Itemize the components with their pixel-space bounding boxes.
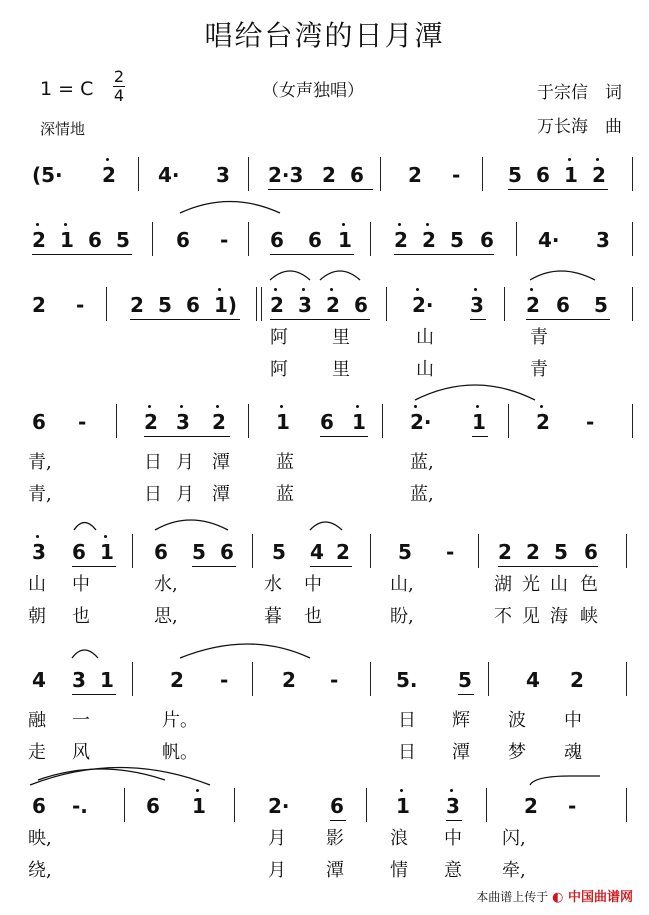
note: 3 <box>298 293 312 317</box>
lyric-syllable: 山 <box>550 574 568 595</box>
note: 1 <box>276 410 290 434</box>
lyric-syllable: 朝 <box>28 606 46 627</box>
note: 2 <box>336 540 350 564</box>
note: 6 <box>32 794 46 818</box>
note: 2 <box>270 293 284 317</box>
slur <box>320 271 360 280</box>
note: 6 <box>584 540 598 564</box>
lyric-syllable: 梦 <box>508 742 526 763</box>
score-row-7 <box>20 786 640 881</box>
note: 2 <box>32 228 46 252</box>
slur <box>30 768 210 786</box>
note: 2 <box>144 410 158 434</box>
lyric-syllable: 日 <box>398 742 416 763</box>
slur <box>270 271 310 280</box>
score-row-4 <box>20 402 640 505</box>
slur <box>155 520 228 530</box>
note: 2 <box>408 163 422 187</box>
time-signature <box>113 68 125 105</box>
note: - <box>568 794 577 818</box>
note: 5 <box>192 540 206 564</box>
slur <box>310 522 342 530</box>
note: 1) <box>214 293 238 317</box>
note: 1 <box>60 228 74 252</box>
note: 5 <box>116 228 130 252</box>
lyric-syllable: 月 <box>268 828 286 849</box>
footer-prefix: 本曲谱上传于 <box>476 890 549 904</box>
score-row-3 <box>20 285 640 380</box>
score-row-1 <box>20 155 640 195</box>
lyric-syllable: 盼, <box>390 606 414 627</box>
lyric-syllable: 青 <box>530 359 548 380</box>
footer-credit <box>476 886 633 905</box>
slur <box>180 644 310 658</box>
lyric-syllable: 蓝, <box>410 484 434 505</box>
note: 2 <box>322 163 336 187</box>
score-row-2 <box>20 220 640 260</box>
lyric-syllable: 峡 <box>580 606 598 627</box>
note: 3 <box>216 163 230 187</box>
lyric-syllable: 潭 <box>326 860 344 881</box>
note: 2 <box>526 293 540 317</box>
note: 2 <box>130 293 144 317</box>
lyric-syllable: 中 <box>444 828 462 849</box>
note: 2·3 <box>268 163 304 187</box>
note: - <box>452 163 461 187</box>
note: 2 <box>570 668 584 692</box>
lyric-syllable: 中 <box>564 710 582 731</box>
lyric-syllable: 帆。 <box>162 742 198 763</box>
note: 2 <box>32 293 46 317</box>
note: 2 <box>212 410 226 434</box>
note: 4 <box>526 668 540 692</box>
score-row-5 <box>20 532 640 627</box>
note: 5 <box>158 293 172 317</box>
lyric-syllable: 光 <box>522 574 540 595</box>
lyric-syllable: 风 <box>72 742 90 763</box>
lyricist-credit: 于宗信 词 <box>537 83 622 103</box>
note: 2 <box>526 540 540 564</box>
lyric-syllable: 潭 <box>212 484 230 505</box>
note: 5 <box>450 228 464 252</box>
lyric-syllable: 海 <box>550 606 568 627</box>
note: 6 <box>176 228 190 252</box>
note: 1 <box>564 163 578 187</box>
lyric-syllable: 浪 <box>390 828 408 849</box>
lyric-syllable: 青, <box>28 452 52 473</box>
lyric-syllable: 阿 <box>270 359 288 380</box>
note: 6 <box>220 540 234 564</box>
note: 2 <box>102 163 116 187</box>
note: 3 <box>596 228 610 252</box>
note: 5 <box>458 668 472 692</box>
note: 4 <box>310 540 324 564</box>
note: 4 <box>32 668 46 692</box>
lyric-syllable: 阿 <box>270 327 288 348</box>
note: 6 <box>186 293 200 317</box>
note: 1 <box>338 228 352 252</box>
lyric-syllable: 波 <box>508 710 526 731</box>
lyric-syllable: 片。 <box>162 710 198 731</box>
lyric-syllable: 魂 <box>564 742 582 763</box>
note: 1 <box>352 410 366 434</box>
lyric-syllable: 见 <box>522 606 540 627</box>
note: 6 <box>154 540 168 564</box>
lyric-syllable: 闪, <box>502 828 526 849</box>
note: 2· <box>268 794 290 818</box>
lyric-syllable: 融 <box>28 710 46 731</box>
lyric-syllable: 暮 <box>264 606 282 627</box>
note: - <box>330 668 339 692</box>
lyric-syllable: 青, <box>28 484 52 505</box>
lyric-syllable: 一 <box>72 710 90 731</box>
lyric-syllable: 情 <box>390 860 408 881</box>
slur <box>415 385 535 400</box>
lyric-syllable: 色 <box>580 574 598 595</box>
lyric-syllable: 思, <box>154 606 178 627</box>
lyric-syllable: 映, <box>28 828 52 849</box>
note: 4· <box>538 228 560 252</box>
note: 2 <box>524 794 538 818</box>
lyric-syllable: 日 <box>144 452 162 473</box>
note: 2 <box>282 668 296 692</box>
note: 2 <box>536 410 550 434</box>
lyric-syllable: 意 <box>444 860 462 881</box>
brand-mark-icon: ◐ <box>552 890 564 905</box>
lyric-syllable: 里 <box>332 327 350 348</box>
note: 1 <box>192 794 206 818</box>
lyric-syllable: 也 <box>304 606 322 627</box>
note: 3 <box>470 293 484 317</box>
page-title: 唱给台湾的日月潭 <box>204 19 445 52</box>
note: 6 <box>354 293 368 317</box>
note: 6 <box>330 794 344 818</box>
note: 2· <box>410 410 432 434</box>
note: - <box>76 293 85 317</box>
key-signature: 1 = C <box>40 78 94 100</box>
note: 5 <box>554 540 568 564</box>
note: 6 <box>320 410 334 434</box>
note: 6 <box>146 794 160 818</box>
slur <box>530 271 595 280</box>
lyric-syllable: 潭 <box>452 742 470 763</box>
note: 6 <box>556 293 570 317</box>
note: 6 <box>308 228 322 252</box>
note: 1 <box>472 410 486 434</box>
note: 6 <box>72 540 86 564</box>
note: -. <box>72 794 88 818</box>
lyric-syllable: 蓝 <box>276 452 294 473</box>
lyric-syllable: 影 <box>326 828 344 849</box>
note: - <box>446 540 455 564</box>
note: 5. <box>396 668 418 692</box>
lyric-syllable: 中 <box>304 574 322 595</box>
slur <box>38 769 165 780</box>
lyric-syllable: 中 <box>72 574 90 595</box>
note: 6 <box>88 228 102 252</box>
note: 5 <box>508 163 522 187</box>
note: - <box>78 410 87 434</box>
note: - <box>220 668 229 692</box>
note: 2 <box>326 293 340 317</box>
lyric-syllable: 水, <box>154 574 178 595</box>
note: 2 <box>422 228 436 252</box>
note: 6 <box>480 228 494 252</box>
lyric-syllable: 月 <box>176 484 194 505</box>
note: 1 <box>396 794 410 818</box>
note: 2· <box>412 293 434 317</box>
note: 6 <box>270 228 284 252</box>
note: 5 <box>398 540 412 564</box>
note: 6 <box>32 410 46 434</box>
lyric-syllable: 牵, <box>502 860 526 881</box>
lyric-syllable: 日 <box>398 710 416 731</box>
note: 3 <box>72 668 86 692</box>
lyric-syllable: 也 <box>72 606 90 627</box>
note: 2 <box>170 668 184 692</box>
lyric-syllable: 月 <box>176 452 194 473</box>
note: (5· <box>32 163 63 187</box>
lyric-syllable: 不 <box>494 606 512 627</box>
time-bottom: 4 <box>113 86 125 105</box>
brand-name: 中国曲谱网 <box>567 890 633 905</box>
lyric-syllable: 山 <box>416 327 434 348</box>
lyric-syllable: 蓝, <box>410 452 434 473</box>
tempo-marking: 深情地 <box>40 120 86 138</box>
lyric-syllable: 山 <box>416 359 434 380</box>
note: - <box>220 228 229 252</box>
lyric-syllable: 月 <box>268 860 286 881</box>
note: 5 <box>272 540 286 564</box>
note: 6 <box>350 163 364 187</box>
slur <box>180 202 280 214</box>
lyric-syllable: 绕, <box>28 860 52 881</box>
note: 2 <box>498 540 512 564</box>
note: 4· <box>158 163 180 187</box>
lyric-syllable: 走 <box>28 742 46 763</box>
performance-note: （女声独唱） <box>262 81 364 101</box>
note: 2 <box>394 228 408 252</box>
score-row-6 <box>20 660 640 763</box>
slur <box>72 650 98 658</box>
note: 3 <box>176 410 190 434</box>
time-top: 2 <box>113 67 125 86</box>
lyric-syllable: 山, <box>390 574 414 595</box>
slur <box>530 776 600 785</box>
note: 6 <box>536 163 550 187</box>
note: 5 <box>594 293 608 317</box>
lyric-syllable: 水 <box>264 574 282 595</box>
note: 1 <box>100 540 114 564</box>
lyric-syllable: 湖 <box>494 574 512 595</box>
note: - <box>586 410 595 434</box>
lyric-syllable: 辉 <box>452 710 470 731</box>
lyric-syllable: 蓝 <box>276 484 294 505</box>
site-brand-logo[interactable] <box>552 890 633 905</box>
composer-credit: 万长海 曲 <box>537 117 622 137</box>
note: 3 <box>446 794 460 818</box>
slur <box>74 523 96 531</box>
lyric-syllable: 青 <box>530 327 548 348</box>
note: 1 <box>100 668 114 692</box>
note: 2 <box>592 163 606 187</box>
lyric-syllable: 山 <box>28 574 46 595</box>
note: 3 <box>32 540 46 564</box>
lyric-syllable: 里 <box>332 359 350 380</box>
lyric-syllable: 日 <box>144 484 162 505</box>
lyric-syllable: 潭 <box>212 452 230 473</box>
